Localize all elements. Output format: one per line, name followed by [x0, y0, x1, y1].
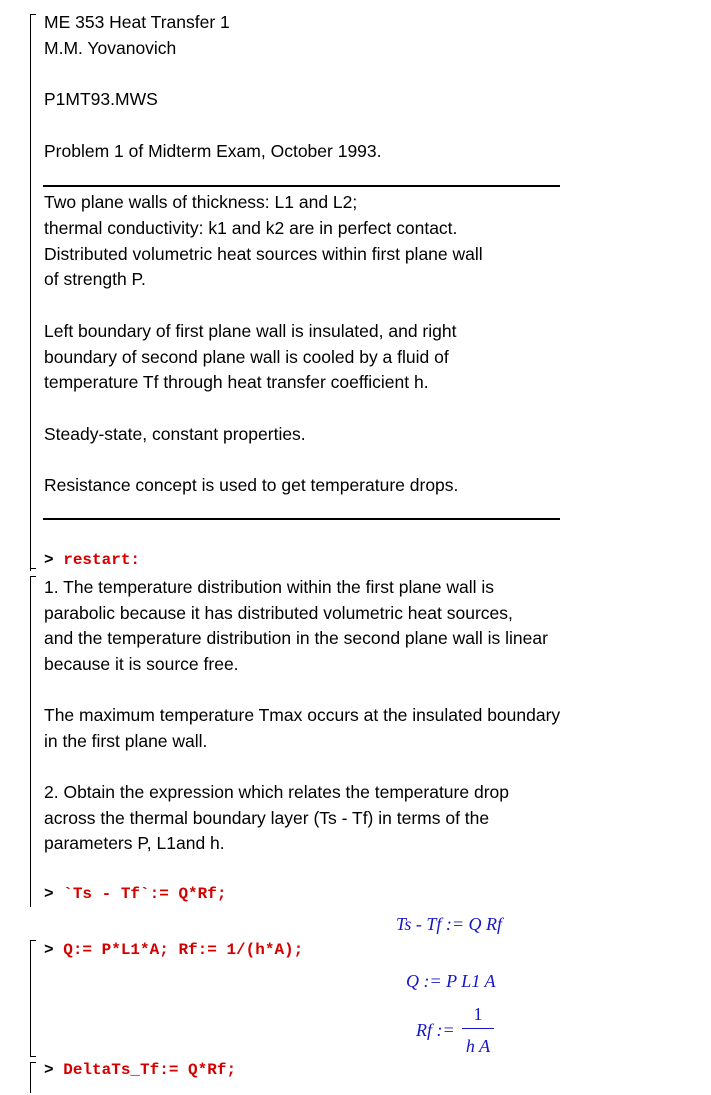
prompt-symbol: >: [44, 941, 54, 959]
q-rf-group-bracket: [30, 940, 36, 1057]
boundary-line-1: Left boundary of first plane wall is insulated, and right: [44, 321, 457, 341]
prompt-symbol: >: [44, 551, 54, 569]
rf-output-numerator: 1: [473, 1004, 483, 1024]
course-title: ME 353 Heat Transfer 1: [44, 12, 230, 32]
restart-input[interactable]: [44, 551, 140, 569]
discussion-group-bracket: [30, 576, 36, 907]
delta-input[interactable]: [44, 1061, 236, 1079]
discussion-p3-line-1: 2. Obtain the expression which relates the temperature drop: [44, 782, 509, 802]
discussion-p2-line-1: The maximum temperature Tmax occurs at the insulated boundary: [44, 705, 561, 725]
problem-title: Problem 1 of Midterm Exam, October 1993.: [44, 141, 382, 161]
discussion-p1-line-4: because it is source free.: [44, 654, 239, 674]
discussion-p1-line-1: 1. The temperature distribution within the first plane wall is: [44, 577, 495, 597]
discussion-p2-line-2: in the first plane wall.: [44, 731, 208, 751]
rf-output-lhs: Rf :=: [416, 1020, 455, 1040]
delta-group-bracket: [30, 1062, 36, 1093]
description-line-3: Distributed volumetric heat sources within first plane wall: [44, 244, 483, 264]
delta-command[interactable]: DeltaTs_Tf:= Q*Rf;: [63, 1061, 237, 1079]
method-text: Resistance concept is used to get temperature drops.: [44, 475, 459, 495]
q-output: Q := P L1 A: [406, 971, 496, 991]
restart-command[interactable]: restart:: [63, 551, 141, 569]
q-rf-input[interactable]: [44, 941, 303, 959]
rf-fraction-bar: [462, 1028, 494, 1029]
divider-bottom: [43, 518, 560, 520]
prompt-symbol: >: [44, 1061, 54, 1079]
ts-tf-command[interactable]: `Ts - Tf`:= Q*Rf;: [63, 885, 227, 903]
intro-group-bracket: [30, 14, 36, 571]
description-line-2: thermal conductivity: k1 and k2 are in perfect contact.: [44, 218, 458, 238]
divider-top: [43, 185, 560, 187]
assumption-text: Steady-state, constant properties.: [44, 424, 306, 444]
boundary-line-3: temperature Tf through heat transfer coefficient h.: [44, 372, 429, 392]
discussion-p1-line-2: parabolic because it has distributed volumetric heat sources,: [44, 603, 513, 623]
discussion-p1-line-3: and the temperature distribution in the second plane wall is linear: [44, 628, 548, 648]
restart-group-bracket-end: [30, 548, 36, 569]
ts-tf-input[interactable]: [44, 885, 226, 903]
boundary-line-2: boundary of second plane wall is cooled by a fluid of: [44, 347, 449, 367]
q-rf-command[interactable]: Q:= P*L1*A; Rf:= 1/(h*A);: [63, 941, 304, 959]
file-name: P1MT93.MWS: [44, 89, 158, 109]
description-line-4: of strength P.: [44, 269, 146, 289]
discussion-p3-line-2: across the thermal boundary layer (Ts - Tf) in terms of the: [44, 808, 490, 828]
author-name: M.M. Yovanovich: [44, 38, 177, 58]
prompt-symbol: >: [44, 885, 54, 903]
discussion-p3-line-3: parameters P, L1and h.: [44, 833, 225, 853]
ts-tf-output: Ts - Tf := Q Rf: [396, 914, 503, 934]
rf-output-denominator: h A: [465, 1036, 491, 1056]
description-line-1: Two plane walls of thickness: L1 and L2;: [44, 192, 358, 212]
